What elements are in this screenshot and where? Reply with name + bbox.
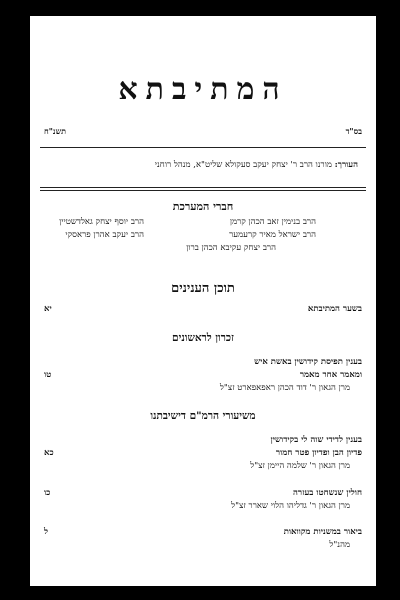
toc-entry-author: מרן הגאון ר' גדליהו הלוי שארר זצ"ל [231,501,350,511]
divider-top [40,147,366,148]
divider-double-a [40,187,366,188]
toc-entry-author: מרן הגאון ר' שלמה היימן זצ"ל [250,461,350,471]
toc-entry-page: כא [44,448,54,458]
toc-entry [44,487,362,499]
section-heading: משיעורי הרמ"ם דישיבתנו [150,410,256,422]
toc-entry [44,369,362,381]
toc-entry [44,434,362,446]
toc-entry-author: מהנ"ל [329,540,350,550]
board-member: הרב ישראל מאיר קרעמער [229,230,316,240]
toc-entry [44,447,362,459]
toc-entry-title: בענין לדידי שוה לי בקידושין [270,435,362,445]
toc-heading: תוכן הענינים [171,281,235,296]
toc-entry-title: בענין תפיסת קידושין באשת איש [254,357,362,367]
toc-entry-page: ל [44,527,48,537]
editor-label: העורך: [334,160,358,170]
board-member: הרב בנימין זאב הכהן קרמן [229,217,316,227]
toc-entry [44,526,362,538]
page-title: המתיבתא [118,72,288,107]
toc-entry-page: כו [44,488,51,498]
top-right-label: בס"ד [345,126,362,136]
toc-entry-title: ומאמר אחר מאמר [299,370,362,380]
editor-line [40,159,358,170]
board-member: הרב יצחק עקיבא הכהן ברון [186,243,276,253]
divider-double-b [40,190,366,191]
board-member: הרב יוסף יצחק גאלדשטיין [59,217,144,227]
toc-entry [44,303,362,315]
document-page [30,16,376,586]
board-member: הרב יעקב אהרן פראסקי [65,230,144,240]
toc-entry-page: טו [44,370,52,380]
section-heading: זכרון לראשונים [172,332,234,344]
toc-entry-author: מרן הגאון ר' דוד הכהן ראפאפארט זצ"ל [219,383,350,393]
toc-entry-title: בשער המתיבתא [307,304,362,314]
year-label: תשנ"ח [44,126,67,136]
toc-entry-title: חולין שנשחטו בעזרה [293,488,362,498]
toc-entry-page: יא [44,304,52,314]
editor-text: מורנו הרב ר' יצחק יעקב סעקולא שליט"א, מנהל רוחני [154,160,332,170]
toc-entry-title: פדיון הבן ופדיון פטר חמור [275,448,362,458]
toc-entry-title: ביאור במשניות מקוואות [283,527,362,537]
toc-entry [44,356,362,368]
board-heading: חברי המערכת [172,200,234,213]
